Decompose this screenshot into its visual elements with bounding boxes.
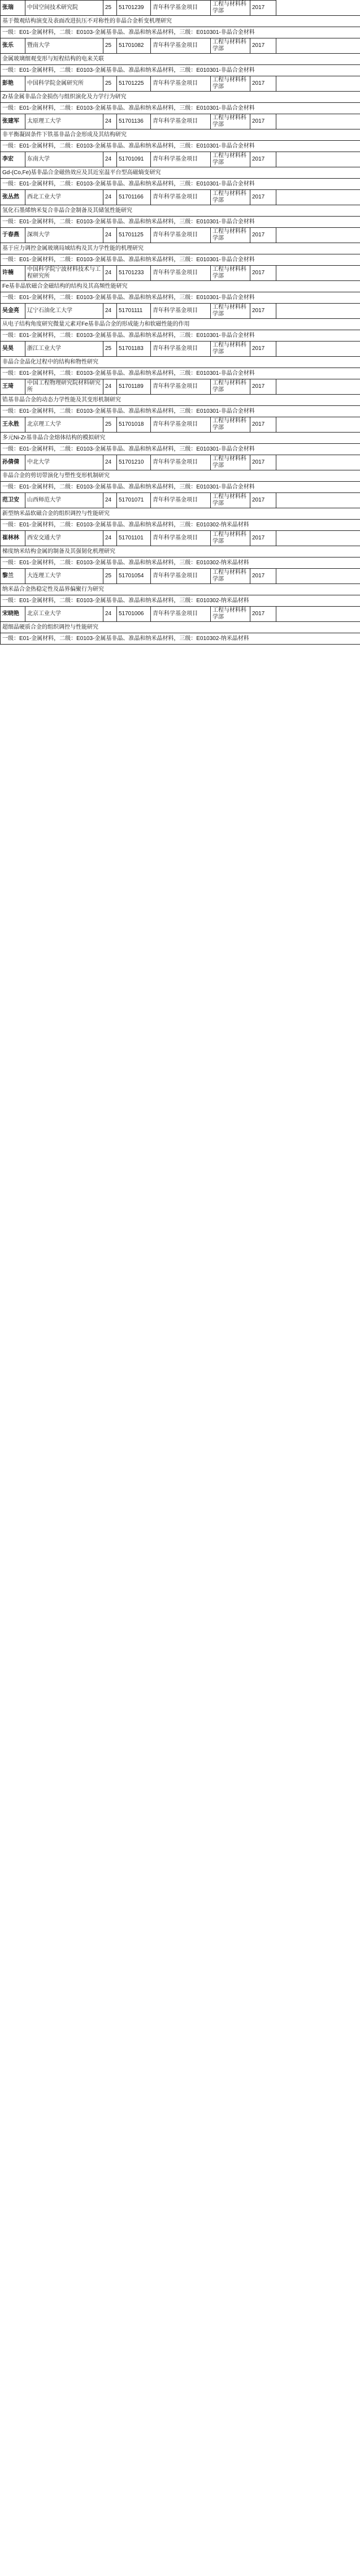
grant-subject-row xyxy=(1,141,360,152)
grant-code: 51701082 xyxy=(117,38,151,54)
grant-type: 青年科学基金项目 xyxy=(151,114,211,129)
grant-subject-row xyxy=(1,595,360,607)
grantee-name: 孙倩倩 xyxy=(1,455,25,470)
grant-title: 非晶合金晶化过程中的结构和物性研究 xyxy=(1,357,360,368)
grant-code: 51701183 xyxy=(117,342,151,357)
grantee-organization: 暨南大学 xyxy=(25,38,103,54)
grantee-organization: 山西师范大学 xyxy=(25,493,103,508)
grant-subject-row xyxy=(1,520,360,531)
grant-year: 2017 xyxy=(250,38,276,54)
grant-code: 51701239 xyxy=(117,1,151,16)
grant-subject-row xyxy=(1,179,360,190)
grant-row xyxy=(1,228,360,243)
grant-subject: 一级：E01-金属材料，二级：E0103-金属基非晶、准晶和纳米晶材料，三级：E010302-纳米晶材料 xyxy=(1,557,360,569)
grant-row xyxy=(1,342,360,357)
grant-type: 青年科学基金项目 xyxy=(151,607,211,622)
grant-row xyxy=(1,455,360,470)
grant-year: 2017 xyxy=(250,1,276,16)
grant-code: 51701225 xyxy=(117,76,151,92)
grantee-organization: 东南大学 xyxy=(25,152,103,167)
grantee-organization: 中国工程物理研究院材料研究所 xyxy=(25,379,103,395)
grant-number-a: 24 xyxy=(103,228,117,243)
grantee-organization: 北京工业大学 xyxy=(25,607,103,622)
grant-subject-row xyxy=(1,254,360,266)
grantee-name: 吴金亮 xyxy=(1,304,25,319)
grant-number-a: 24 xyxy=(103,455,117,470)
grant-title: 纳米晶合金热稳定性及晶界偏聚行为研究 xyxy=(1,584,360,595)
grant-type: 青年科学基金项目 xyxy=(151,455,211,470)
grant-subject: 一级：E01-金属材料，二级：E0103-金属基非晶、准晶和纳米晶材料，三级：E010301-非晶合金材料 xyxy=(1,179,360,190)
grant-number-a: 24 xyxy=(103,493,117,508)
grant-year: 2017 xyxy=(250,190,276,205)
grantee-name: 张建军 xyxy=(1,114,25,129)
grant-row xyxy=(1,379,360,395)
grant-title: 新型纳米晶软磁合金的组织调控与性能研究 xyxy=(1,508,360,520)
grant-subject: 一级：E01-金属材料，二级：E0103-金属基非晶、准晶和纳米晶材料，三级：E010301-非晶合金材料 xyxy=(1,254,360,266)
grant-title-row xyxy=(1,470,360,482)
grant-code: 51701071 xyxy=(117,493,151,508)
grantee-organization: 浙江工业大学 xyxy=(25,342,103,357)
grant-year: 2017 xyxy=(250,304,276,319)
grant-title-row xyxy=(1,167,360,179)
grant-row xyxy=(1,190,360,205)
grant-title: 非晶合金的剪切带演化与塑性变形机制研究 xyxy=(1,470,360,482)
grant-title-row xyxy=(1,16,360,27)
grant-number-a: 25 xyxy=(103,38,117,54)
grant-title: 超细晶硬质合金的组织调控与性能研究 xyxy=(1,622,360,633)
grant-title: 金属玻璃细观变形与短程结构的电来关联 xyxy=(1,54,360,65)
grant-subject: 一级：E01-金属材料，二级：E0103-金属基非晶、准晶和纳米晶材料，三级：E010301-非晶合金材料 xyxy=(1,103,360,114)
grantee-name: 吴昊 xyxy=(1,342,25,357)
grantee-name: 王琦 xyxy=(1,379,25,395)
grant-title: Gd-(Co,Fe)基非晶合金磁热效应及其近室温平台型高磁熵变研究 xyxy=(1,167,360,179)
grantee-name: 张瑞 xyxy=(1,1,25,16)
grant-year: 2017 xyxy=(250,379,276,395)
grant-department: 工程与材料科学部 xyxy=(211,607,250,622)
grant-number-a: 24 xyxy=(103,304,117,319)
grant-title-row xyxy=(1,622,360,633)
grant-subject-row xyxy=(1,292,360,304)
grant-type: 青年科学基金项目 xyxy=(151,38,211,54)
grant-department: 工程与材料科学部 xyxy=(211,38,250,54)
grant-type: 青年科学基金项目 xyxy=(151,493,211,508)
grant-title-row xyxy=(1,433,360,444)
grantee-name: 许楠 xyxy=(1,266,25,281)
grant-type: 青年科学基金项目 xyxy=(151,190,211,205)
grant-number-a: 24 xyxy=(103,379,117,395)
grant-row xyxy=(1,531,360,546)
grantee-organization: 辽宁石油化工大学 xyxy=(25,304,103,319)
grant-subject-row xyxy=(1,482,360,493)
grant-number-a: 25 xyxy=(103,342,117,357)
grant-title-row xyxy=(1,508,360,520)
grant-department: 工程与材料科学部 xyxy=(211,114,250,129)
grant-code: 51701091 xyxy=(117,152,151,167)
grantee-name: 李宏 xyxy=(1,152,25,167)
grant-type: 青年科学基金项目 xyxy=(151,76,211,92)
grantee-organization: 中国科学院金属研究所 xyxy=(25,76,103,92)
grant-code: 51701054 xyxy=(117,569,151,584)
grant-title: 氢化石墨烯纳米复合非晶合金制备及其储氢性能研究 xyxy=(1,205,360,217)
grant-subject-row xyxy=(1,406,360,417)
grant-department: 工程与材料科学部 xyxy=(211,493,250,508)
grant-department: 工程与材料科学部 xyxy=(211,379,250,395)
grant-title-row xyxy=(1,395,360,406)
grant-department: 工程与材料科学部 xyxy=(211,266,250,281)
grant-subject: 一级：E01-金属材料，二级：E0103-金属基非晶、准晶和纳米晶材料，三级：E010301-非晶合金材料 xyxy=(1,27,360,38)
grant-title: 基于微观结构演变及表面改进抗压不对称性的非晶合金析变机理研究 xyxy=(1,16,360,27)
grant-number-a: 24 xyxy=(103,531,117,546)
grant-row xyxy=(1,266,360,281)
grantee-organization: 西北工业大学 xyxy=(25,190,103,205)
grant-subject: 一级：E01-金属材料，二级：E0103-金属基非晶、准晶和纳米晶材料，三级：E010302-纳米晶材料 xyxy=(1,633,360,645)
grant-table xyxy=(0,0,360,645)
grant-title-row xyxy=(1,584,360,595)
grant-department: 工程与材料科学部 xyxy=(211,531,250,546)
grant-number-a: 24 xyxy=(103,190,117,205)
grant-number-a: 24 xyxy=(103,607,117,622)
grant-department: 工程与材料科学部 xyxy=(211,190,250,205)
grant-type: 青年科学基金项目 xyxy=(151,417,211,433)
grant-title-row xyxy=(1,129,360,141)
grant-code: 51701018 xyxy=(117,417,151,433)
grant-row xyxy=(1,417,360,433)
grant-title-row xyxy=(1,319,360,330)
grant-department: 工程与材料科学部 xyxy=(211,152,250,167)
grantee-name: 张丛然 xyxy=(1,190,25,205)
grant-year: 2017 xyxy=(250,569,276,584)
grant-title: 非平衡凝固条件下铁基非晶合金形成及其结构研究 xyxy=(1,129,360,141)
grant-subject: 一级：E01-金属材料，二级：E0103-金属基非晶、准晶和纳米晶材料，三级：E010302-纳米晶材料 xyxy=(1,520,360,531)
grantee-organization: 中国空间技术研究院 xyxy=(25,1,103,16)
grant-title: 锆基非晶合金的动态力学性能及其变形机制研究 xyxy=(1,395,360,406)
grantee-name: 崔林林 xyxy=(1,531,25,546)
grant-title: Zr基金属非晶合金损伤与组织演化及力学行为研究 xyxy=(1,92,360,103)
grantee-organization: 中北大学 xyxy=(25,455,103,470)
grant-number-a: 25 xyxy=(103,569,117,584)
grant-year: 2017 xyxy=(250,266,276,281)
grant-number-a: 25 xyxy=(103,417,117,433)
grant-subject-row xyxy=(1,557,360,569)
grant-subject-row xyxy=(1,633,360,645)
grant-subject: 一级：E01-金属材料，二级：E0103-金属基非晶、准晶和纳米晶材料，三级：E010301-非晶合金材料 xyxy=(1,141,360,152)
grant-subject-row xyxy=(1,217,360,228)
grant-row xyxy=(1,304,360,319)
grantee-name: 范卫安 xyxy=(1,493,25,508)
grant-row xyxy=(1,493,360,508)
grant-department: 工程与材料科学部 xyxy=(211,417,250,433)
grantee-name: 张乐 xyxy=(1,38,25,54)
grant-subject: 一级：E01-金属材料，二级：E0103-金属基非晶、准晶和纳米晶材料，三级：E010301-非晶合金材料 xyxy=(1,482,360,493)
grantee-organization: 中国科学院宁波材料技术与工程研究所 xyxy=(25,266,103,281)
grant-subject-row xyxy=(1,65,360,76)
grant-number-a: 24 xyxy=(103,114,117,129)
grantee-organization: 大连理工大学 xyxy=(25,569,103,584)
grant-subject-row xyxy=(1,103,360,114)
grant-code: 51701136 xyxy=(117,114,151,129)
grant-subject: 一级：E01-金属材料，二级：E0103-金属基非晶、准晶和纳米晶材料，三级：E010301-非晶合金材料 xyxy=(1,330,360,342)
grant-year: 2017 xyxy=(250,152,276,167)
grant-year: 2017 xyxy=(250,76,276,92)
grant-row xyxy=(1,152,360,167)
grant-number-a: 25 xyxy=(103,76,117,92)
grant-row xyxy=(1,607,360,622)
grant-year: 2017 xyxy=(250,531,276,546)
grant-title: Fe基非晶软磁合金磁结构的结构及其高频性能研究 xyxy=(1,281,360,292)
grant-code: 51701006 xyxy=(117,607,151,622)
grant-title: 多元Ni-Zr基非晶合金熔体结构的模拟研究 xyxy=(1,433,360,444)
grant-year: 2017 xyxy=(250,493,276,508)
grant-subject: 一级：E01-金属材料，二级：E0103-金属基非晶、准晶和纳米晶材料，三级：E010301-非晶合金材料 xyxy=(1,444,360,455)
grant-year: 2017 xyxy=(250,342,276,357)
grantee-name: 于春燕 xyxy=(1,228,25,243)
grant-type: 青年科学基金项目 xyxy=(151,379,211,395)
grant-code: 51701125 xyxy=(117,228,151,243)
grant-type: 青年科学基金项目 xyxy=(151,304,211,319)
grant-year: 2017 xyxy=(250,114,276,129)
grant-type: 青年科学基金项目 xyxy=(151,342,211,357)
grantee-name: 黎兰 xyxy=(1,569,25,584)
grant-year: 2017 xyxy=(250,417,276,433)
grant-subject: 一级：E01-金属材料，二级：E0103-金属基非晶、准晶和纳米晶材料，三级：E010301-非晶合金材料 xyxy=(1,368,360,379)
grant-table-body xyxy=(1,1,360,645)
grant-title-row xyxy=(1,281,360,292)
grant-department: 工程与材料科学部 xyxy=(211,1,250,16)
grant-year: 2017 xyxy=(250,455,276,470)
grant-department: 工程与材料科学部 xyxy=(211,455,250,470)
grant-title-row xyxy=(1,54,360,65)
grant-subject: 一级：E01-金属材料，二级：E0103-金属基非晶、准晶和纳米晶材料，三级：E010302-纳米晶材料 xyxy=(1,595,360,607)
grant-row xyxy=(1,114,360,129)
grant-year: 2017 xyxy=(250,607,276,622)
grant-row xyxy=(1,1,360,16)
grant-year: 2017 xyxy=(250,228,276,243)
grant-department: 工程与材料科学部 xyxy=(211,569,250,584)
grantee-name: 宋晓艳 xyxy=(1,607,25,622)
grant-title-row xyxy=(1,92,360,103)
grant-subject-row xyxy=(1,330,360,342)
grantee-name: 王永胜 xyxy=(1,417,25,433)
grant-department: 工程与材料科学部 xyxy=(211,76,250,92)
grant-type: 青年科学基金项目 xyxy=(151,531,211,546)
grant-subject: 一级：E01-金属材料，二级：E0103-金属基非晶、准晶和纳米晶材料，三级：E010301-非晶合金材料 xyxy=(1,292,360,304)
grant-subject-row xyxy=(1,27,360,38)
grant-number-a: 24 xyxy=(103,266,117,281)
grantee-organization: 西安交通大学 xyxy=(25,531,103,546)
grant-subject: 一级：E01-金属材料，二级：E0103-金属基非晶、准晶和纳米晶材料，三级：E010301-非晶合金材料 xyxy=(1,406,360,417)
grant-type: 青年科学基金项目 xyxy=(151,152,211,167)
grantee-organization: 北京理工大学 xyxy=(25,417,103,433)
grant-row xyxy=(1,38,360,54)
grant-subject: 一级：E01-金属材料，二级：E0103-金属基非晶、准晶和纳米晶材料，三级：E010301-非晶合金材料 xyxy=(1,65,360,76)
grant-department: 工程与材料科学部 xyxy=(211,304,250,319)
grant-type: 青年科学基金项目 xyxy=(151,228,211,243)
grant-subject-row xyxy=(1,368,360,379)
grant-title: 基于应力调控金属玻璃局域结构及其力学性能的机理研究 xyxy=(1,243,360,254)
grant-code: 51701233 xyxy=(117,266,151,281)
grantee-organization: 深圳大学 xyxy=(25,228,103,243)
grant-subject: 一级：E01-金属材料，二级：E0103-金属基非晶、准晶和纳米晶材料，三级：E010301-非晶合金材料 xyxy=(1,217,360,228)
grant-department: 工程与材料科学部 xyxy=(211,228,250,243)
grantee-organization: 太原理工大学 xyxy=(25,114,103,129)
grantee-name: 彭艳 xyxy=(1,76,25,92)
grant-title: 梯度纳米结构金属的制备及其强韧化机理研究 xyxy=(1,546,360,557)
grant-type: 青年科学基金项目 xyxy=(151,266,211,281)
grant-code: 51701210 xyxy=(117,455,151,470)
grant-number-a: 25 xyxy=(103,1,117,16)
grant-title-row xyxy=(1,546,360,557)
grant-type: 青年科学基金项目 xyxy=(151,569,211,584)
grant-row xyxy=(1,76,360,92)
grant-code: 51701101 xyxy=(117,531,151,546)
grant-title: 从电子结构角度研究微量元素对Fe基非晶合金的形成能力和软磁性能的作用 xyxy=(1,319,360,330)
grant-code: 51701111 xyxy=(117,304,151,319)
grant-department: 工程与材料科学部 xyxy=(211,342,250,357)
grant-row xyxy=(1,569,360,584)
grant-title-row xyxy=(1,205,360,217)
grant-subject-row xyxy=(1,444,360,455)
grant-title-row xyxy=(1,357,360,368)
grant-type: 青年科学基金项目 xyxy=(151,1,211,16)
grant-code: 51701166 xyxy=(117,190,151,205)
grant-code: 51701189 xyxy=(117,379,151,395)
grant-title-row xyxy=(1,243,360,254)
grant-number-a: 24 xyxy=(103,152,117,167)
